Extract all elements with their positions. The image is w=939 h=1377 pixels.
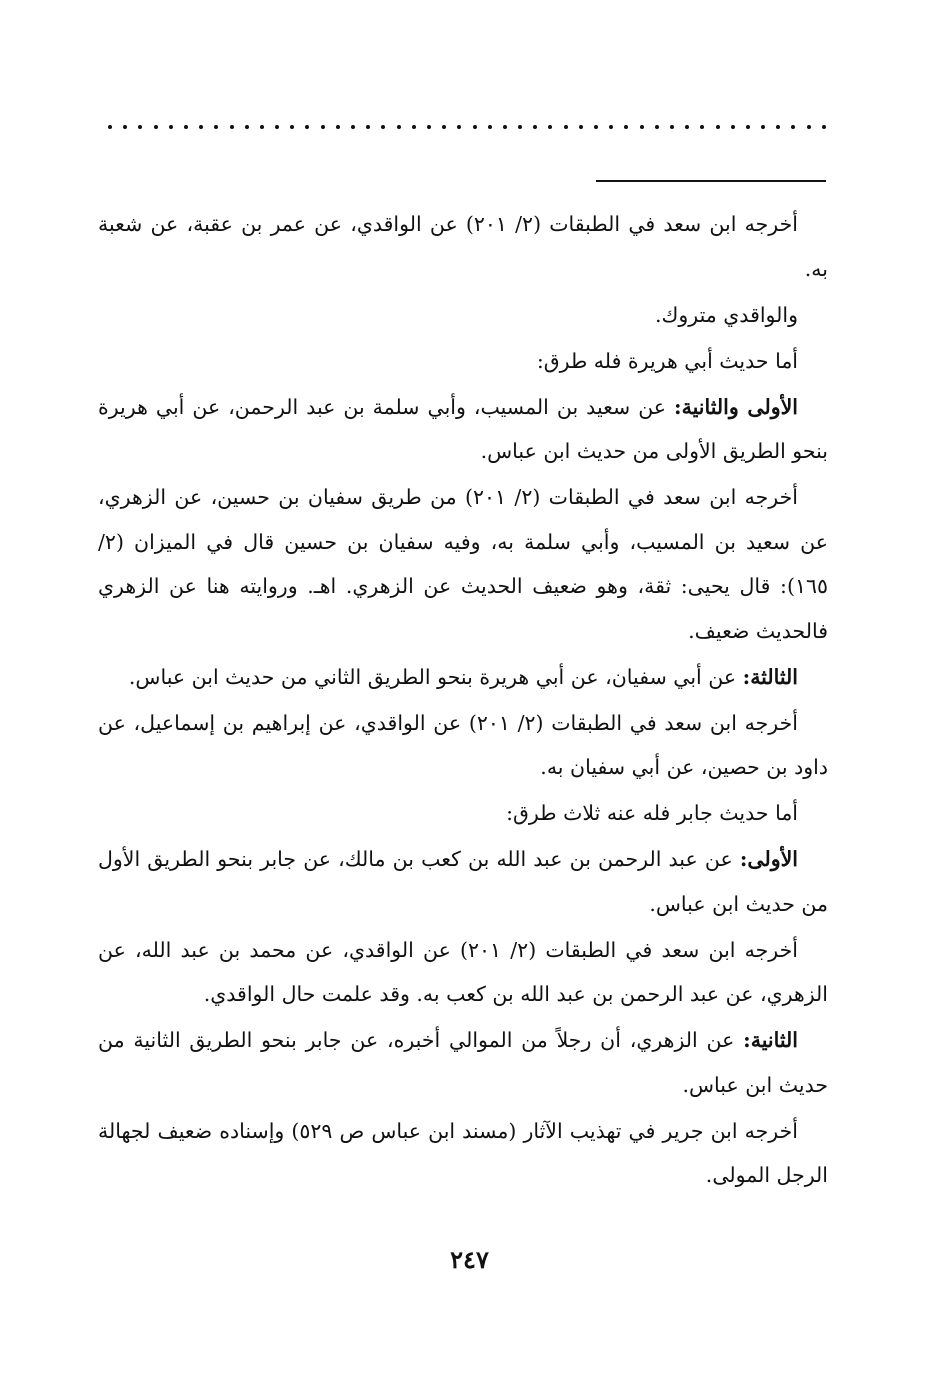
paragraph [98, 1018, 828, 1107]
page-number: ٢٤٧ [450, 1245, 489, 1274]
paragraph-text: أما حديث أبي هريرة فله طرق: [536, 348, 798, 373]
paragraph [98, 475, 828, 653]
paragraph-text: أخرجه ابن جرير في تهذيب الآثار (مسند ابن عباس ص ٥٢٩) وإسناده ضعيف لجهالة الرجل المولى. [98, 1118, 828, 1187]
paragraph-text: أما حديث جابر فله عنه ثلاث طرق: [506, 801, 798, 825]
paragraph-text: عن عبد الرحمن بن عبد الله بن كعب بن مالك، عن جابر بنحو الطريق الأول من حديث ابن عباس. [98, 847, 828, 916]
paragraph-text: أخرجه ابن سعد في الطبقات (٢/ ٢٠١) من طريق سفيان بن حسين، عن الزهري، عن سعيد بن المسيب، وأبي سلمة به، وفيه سفيان بن حسين قال في الميزان (٢/ ١٦٥): قال يحيى: ثقة، وهو ضعيف الحديث عن الزهري. اهـ. وروايته هنا عن الزهري فالحديث ضعيف. [98, 485, 828, 643]
paragraph-text: أخرجه ابن سعد في الطبقات (٢/ ٢٠١) عن الواقدي، عن محمد بن عبد الله، عن الزهري، عن عبد الرحمن بن عبد الله بن كعب به. وقد علمت حال الواقدي. [98, 937, 828, 1006]
paragraph-text: والواقدي متروك. [654, 302, 798, 327]
footnote-separator [596, 180, 826, 182]
paragraph-text: عن سعيد بن المسيب، وأبي سلمة بن عبد الرحمن، عن أبي هريرة بنحو الطريق الأولى من حديث ابن عباس. [98, 394, 828, 463]
dotted-divider [108, 120, 826, 134]
paragraph [98, 339, 828, 384]
paragraph [98, 202, 828, 291]
paragraph [98, 655, 828, 700]
paragraph [98, 1109, 828, 1198]
paragraph [98, 385, 828, 474]
paragraph [98, 837, 828, 926]
paragraph [98, 791, 828, 836]
paragraph [98, 701, 828, 790]
paragraph-text: أخرجه ابن سعد في الطبقات (٢/ ٢٠١) عن الواقدي، عن إبراهيم بن إسماعيل، عن داود بن حصين، عن أبي سفيان به. [98, 710, 828, 779]
paragraph-text: عن أبي سفيان، عن أبي هريرة بنحو الطريق الثاني من حديث ابن عباس. [128, 664, 743, 689]
paragraph-lead: الثالثة: [742, 664, 798, 689]
paragraph-text: عن الزهري، أن رجلاً من الموالي أخبره، عن جابر بنحو الطريق الثانية من حديث ابن عباس. [98, 1028, 828, 1097]
paragraph [98, 928, 828, 1017]
paragraph-text: أخرجه ابن سعد في الطبقات (٢/ ٢٠١) عن الواقدي، عن عمر بن عقبة، عن شعبة به. [98, 212, 828, 281]
paragraph-lead: الثانية: [743, 1028, 798, 1052]
footnote-text [98, 202, 828, 1199]
paragraph-lead: الأولى: [739, 847, 798, 871]
paragraph [98, 293, 828, 338]
paragraph-lead: الأولى والثانية: [674, 394, 798, 419]
